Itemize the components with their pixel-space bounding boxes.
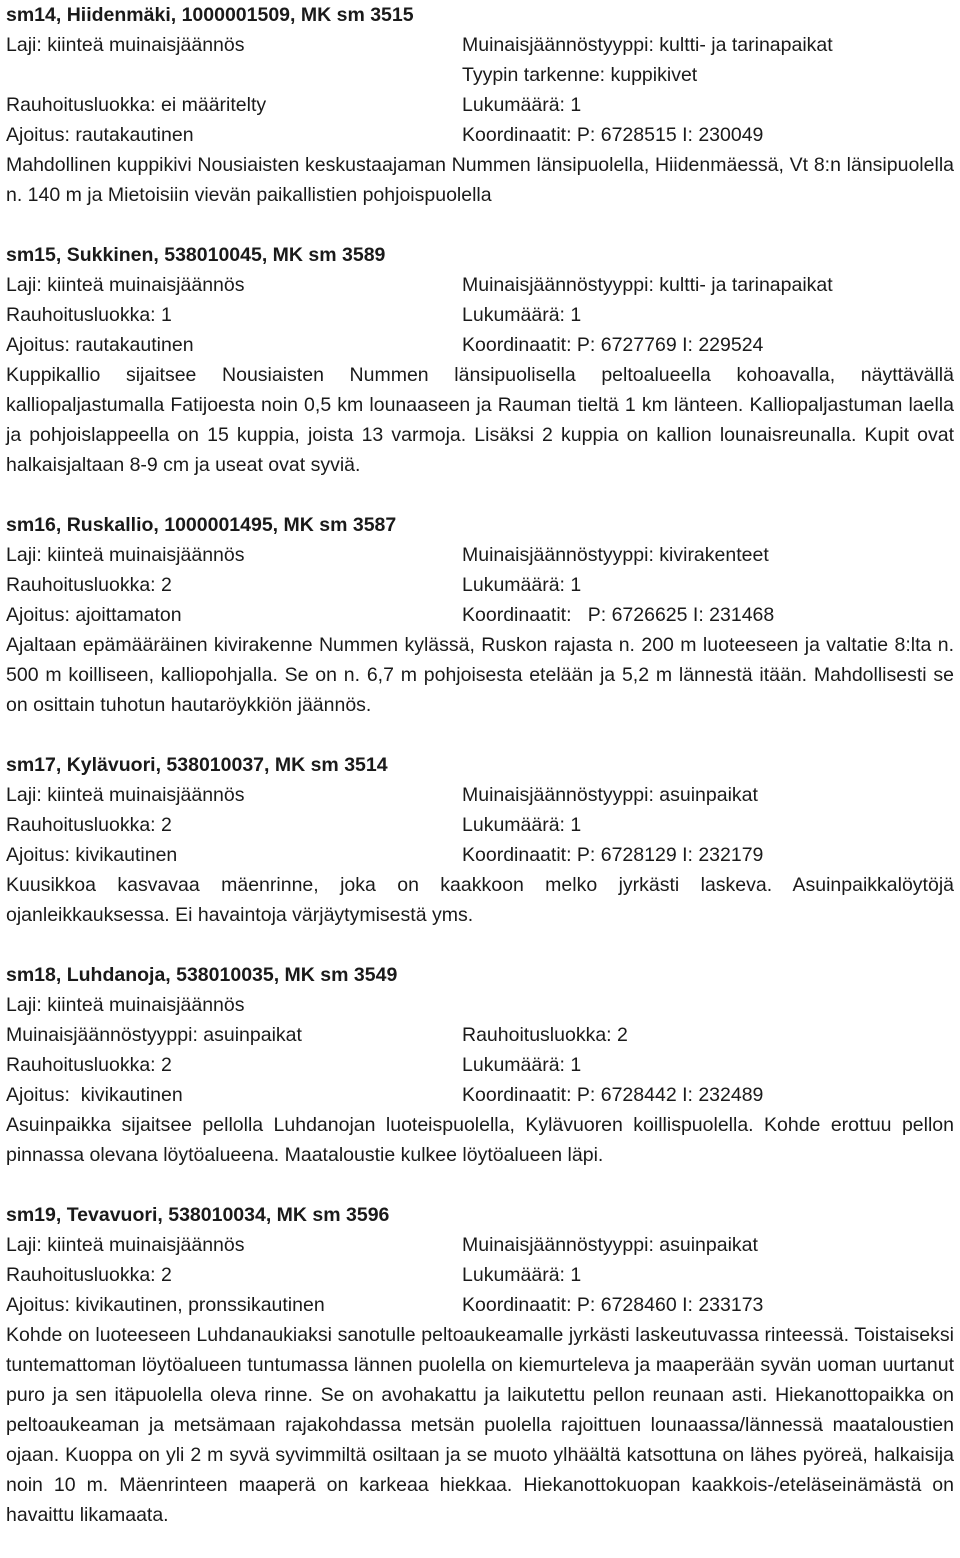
entry-row [6,600,954,630]
heritage-type-field: Muinaisjäännöstyyppi: asuinpaikat [462,1234,758,1256]
count-field: Lukumäärä: 1 [462,1054,582,1076]
entry-title: sm14, Hiidenmäki, 1000001509, MK sm 3515 [6,4,414,26]
protection-class-field: Rauhoitusluokka: 1 [6,304,172,326]
dating-field: Ajoitus: kivikautinen [6,844,178,866]
entry-row [6,810,954,840]
entry-row [6,1290,954,1320]
type-specifier-field: Tyypin tarkenne: kuppikivet [462,64,698,86]
entry-row [6,1230,954,1260]
entry-description: Kuusikkoa kasvavaa mäenrinne, joka on kaakkoon melko jyrkästi laskeva. Asuinpaikkalöytöjä ojanleikkauksessa. Ei havaintoja värjäytymisestä yms. [6,874,954,926]
protection-class-field: Rauhoitusluokka: 2 [6,814,172,836]
dating-field: Ajoitus: kivikautinen [6,1084,183,1106]
site-entry-sm15 [6,240,954,480]
site-type-field: Laji: kiinteä muinaisjäännös [6,1234,245,1256]
site-type-field: Laji: kiinteä muinaisjäännös [6,274,245,296]
entry-row [6,1020,954,1050]
count-field: Lukumäärä: 1 [462,304,582,326]
heritage-type-field: Muinaisjäännöstyyppi: kivirakenteet [462,544,769,566]
dating-field: Ajoitus: kivikautinen, pronssikautinen [6,1294,325,1316]
count-field: Lukumäärä: 1 [462,814,582,836]
protection-class-field: Rauhoitusluokka: 2 [462,1024,628,1046]
entry-row [6,570,954,600]
count-field: Lukumäärä: 1 [462,94,582,116]
entry-row [6,60,954,90]
site-entry-sm18 [6,960,954,1170]
coordinates-field: Koordinaatit: P: 6728442 I: 232489 [462,1084,764,1106]
coordinates-field: Koordinaatit: P: 6728460 I: 233173 [462,1294,764,1316]
coordinates-field: Koordinaatit: P: 6728515 I: 230049 [462,124,764,146]
entry-description: Kuppikallio sijaitsee Nousiaisten Nummen länsipuolisella peltoalueella kohoavalla, näyttävällä kalliopaljastumalla Fatijoesta noin 0,5 km lounaaseen ja Rauman tieltä 1 km länteen. Kalliopaljastuman laella ja pohjoislappeella on 15 kuppia, joista 13 varmoja. Lisäksi 2 kuppia on kallion lounaisreunalla. Kupit ovat halkaisjaltaan 8-9 cm ja useat ovat syviä. [6,364,954,476]
protection-class-field: Rauhoitusluokka: 2 [6,574,172,596]
protection-class-field: Rauhoitusluokka: 2 [6,1264,172,1286]
entry-row [6,540,954,570]
entry-row [6,1080,954,1110]
empty-cell [462,990,954,1020]
dating-field: Ajoitus: rautakautinen [6,334,194,356]
entry-title: sm18, Luhdanoja, 538010035, MK sm 3549 [6,964,398,986]
heritage-type-field: Muinaisjäännöstyyppi: kultti- ja tarinapaikat [462,34,833,56]
entry-row [6,780,954,810]
entry-description: Ajaltaan epämääräinen kivirakenne Nummen kylässä, Ruskon rajasta n. 200 m luoteeseen ja valtatie 8:lta n. 500 m koilliseen, kalliopohjalla. Se on n. 6,7 m pohjoisesta etelään ja 5,2 m lännestä itään. Mahdollisesti se on osittain tuhotun hautaröykkiön jäännös. [6,634,954,716]
empty-cell [6,60,462,90]
entry-row [6,990,954,1020]
site-type-field: Laji: kiinteä muinaisjäännös [6,784,245,806]
entry-row [6,1050,954,1080]
protection-class-field: Rauhoitusluokka: ei määritelty [6,94,267,116]
entry-title: sm16, Ruskallio, 1000001495, MK sm 3587 [6,514,397,536]
coordinates-field: Koordinaatit: P: 6728129 I: 232179 [462,844,764,866]
entry-description: Kohde on luoteeseen Luhdanaukiaksi sanotulle peltoaukeamalle jyrkästi laskeutuvassa rinteessä. Toistaiseksi tuntemattoman löytöalueen tuntumassa lännen puolella on kiemurteleva ja maaperään syvän uoman uurtanut puro ja sen itäpuolella oleva rinne. Se on avohakattu ja laikutettu pellon reunaan asti. Hiekanottopaikka on peltoaukeaman ja metsämaan rajakohdassa metsän puolella rajoittuen lounaassa/lännessä maataloustien ojaan. Kuoppa on yli 2 m syvä syvimmiltä osiltaan ja se muoto ylhäältä katsottuna on lähes pyöreä, halkaisija noin 10 m. Mäenrinteen maaperä on karkeaa hiekkaa. Hiekanottokuopan kaakkois-/eteläseinämästä on havaittu likamaata. [6,1324,954,1526]
site-entry-sm19 [6,1200,954,1530]
entry-row [6,1260,954,1290]
count-field: Lukumäärä: 1 [462,574,582,596]
entry-row [6,300,954,330]
site-entry-sm17 [6,750,954,930]
entry-row [6,840,954,870]
site-type-field: Laji: kiinteä muinaisjäännös [6,994,245,1016]
entry-row [6,330,954,360]
entry-title: sm19, Tevavuori, 538010034, MK sm 3596 [6,1204,390,1226]
heritage-type-field: Muinaisjäännöstyyppi: asuinpaikat [6,1024,302,1046]
entry-title: sm15, Sukkinen, 538010045, MK sm 3589 [6,244,386,266]
entry-row [6,270,954,300]
site-entry-sm14 [6,0,954,210]
entry-row [6,30,954,60]
site-entry-sm16 [6,510,954,720]
heritage-type-field: Muinaisjäännöstyyppi: kultti- ja tarinapaikat [462,274,833,296]
dating-field: Ajoitus: rautakautinen [6,124,194,146]
entry-description: Asuinpaikka sijaitsee pellolla Luhdanojan luoteispuolella, Kylävuoren koillispuolella. Kohde erottuu pellon pinnassa olevana löytöalueena. Maataloustie kulkee löytöalueen läpi. [6,1114,954,1166]
protection-class-field: Rauhoitusluokka: 2 [6,1054,172,1076]
heritage-type-field: Muinaisjäännöstyyppi: asuinpaikat [462,784,758,806]
site-type-field: Laji: kiinteä muinaisjäännös [6,544,245,566]
entry-description: Mahdollinen kuppikivi Nousiaisten keskustaajaman Nummen länsipuolella, Hiidenmäessä, Vt 8:n länsipuolella n. 140 m ja Mietoisiin vievän paikallistien pohjoispuolella [6,154,954,206]
dating-field: Ajoitus: ajoittamaton [6,604,182,626]
site-type-field: Laji: kiinteä muinaisjäännös [6,34,245,56]
entry-row [6,90,954,120]
coordinates-field: Koordinaatit: P: 6727769 I: 229524 [462,334,764,356]
coordinates-field: Koordinaatit: P: 6726625 I: 231468 [462,604,775,626]
count-field: Lukumäärä: 1 [462,1264,582,1286]
entry-row [6,120,954,150]
entry-title: sm17, Kylävuori, 538010037, MK sm 3514 [6,754,388,776]
